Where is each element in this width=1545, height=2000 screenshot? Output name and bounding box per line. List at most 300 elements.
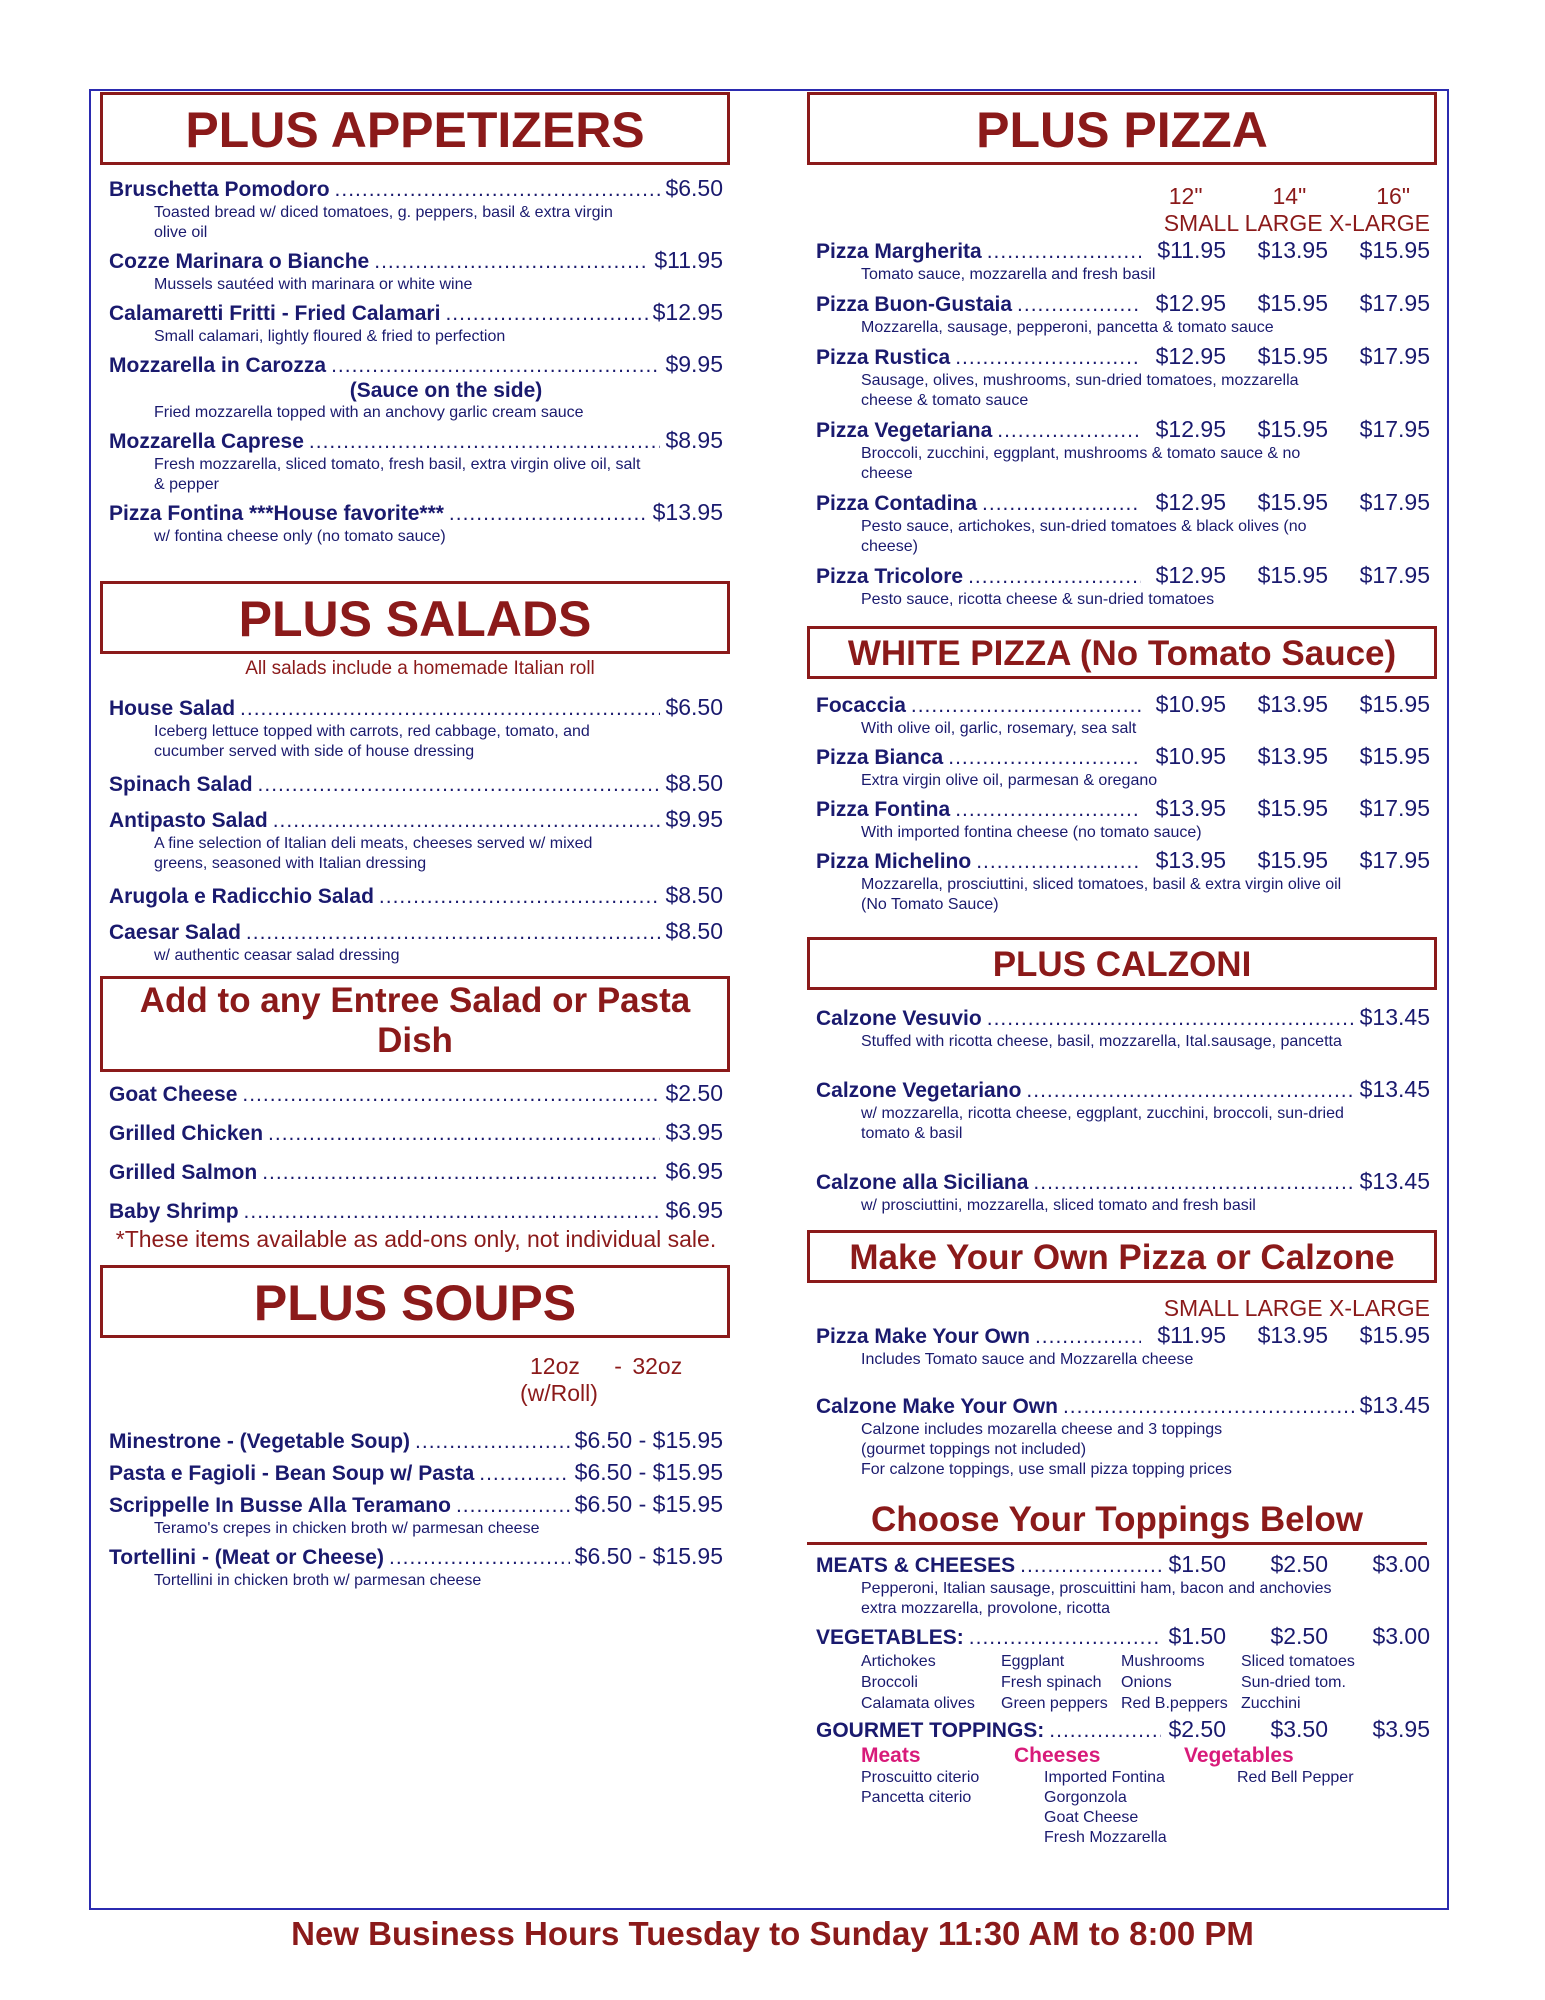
- leader-dots: [1035, 1324, 1141, 1350]
- price-size-1: $12.95: [1155, 489, 1226, 515]
- myo-size-labels: SMALL LARGE X-LARGE: [1163, 1295, 1430, 1321]
- menu-item-row: [816, 847, 1430, 875]
- menu-item-description: Toasted bread w/ diced tomatoes, g. peppers, basil & extra virgin olive oil: [154, 204, 613, 241]
- price-size-2: $15.95: [1257, 416, 1328, 442]
- gourmet-item: [861, 1828, 1044, 1848]
- menu-item-price: $13.45: [1359, 1168, 1430, 1194]
- menu-item-description: Broccoli, zucchini, eggplant, mushrooms & tomato sauce & no cheese: [861, 445, 1301, 482]
- menu-item-name: Pizza Vegetariana: [816, 419, 993, 442]
- price-size-2: $15.95: [1257, 343, 1328, 369]
- leader-dots: [968, 564, 1141, 590]
- addons-list: [100, 1080, 740, 1225]
- right-column: [807, 92, 1447, 1848]
- menu-item: [816, 1004, 1430, 1052]
- menu-item-prices: [1146, 847, 1430, 873]
- price-size-3: $3.95: [1372, 1716, 1430, 1742]
- menu-item-description: Sausage, olives, mushrooms, sun-dried tomatoes, mozzarella cheese & tomato sauce: [861, 372, 1299, 409]
- gourmet-item: Goat Cheese: [1044, 1809, 1139, 1826]
- menu-item-name: Pizza Michelino: [816, 850, 972, 873]
- leader-dots: [1017, 292, 1141, 318]
- menu-item: [109, 918, 723, 966]
- menu-item-description: w/ fontina cheese only (no tomato sauce): [154, 528, 446, 545]
- menu-item-description: Iceberg lettuce topped with carrots, red cabbage, tomato, and cucumber served with side of house dressing: [154, 723, 590, 760]
- price-size-3: $17.95: [1359, 847, 1430, 873]
- price-size-1: $13.95: [1155, 795, 1226, 821]
- menu-item-name: Pizza Rustica: [816, 346, 951, 369]
- menu-item: [816, 743, 1430, 791]
- leader-dots: [335, 177, 661, 203]
- price-size-2: $2.50: [1270, 1623, 1328, 1649]
- myo-calzone: [816, 1392, 1430, 1480]
- vegetable-item: Broccoli: [861, 1674, 918, 1691]
- menu-item: [109, 882, 723, 910]
- price-size-2: $13.95: [1257, 1322, 1328, 1348]
- gourmet-item: [861, 1808, 1044, 1828]
- menu-item-row: [816, 343, 1430, 371]
- menu-item-name: Antipasto Salad: [109, 809, 268, 832]
- menu-item-name: Pizza Bianca: [816, 746, 944, 769]
- leader-dots: [242, 1082, 660, 1108]
- menu-item: [109, 299, 723, 347]
- menu-item-description: w/ prosciuttini, mozzarella, sliced tomato and fresh basil: [861, 1197, 1256, 1214]
- menu-item-description: Small calamari, lightly floured & fried to perfection: [154, 328, 506, 345]
- addons-note: *These items available as add-ons only, not individual sale.: [115, 1226, 717, 1252]
- menu-item-row: [816, 416, 1430, 444]
- menu-item: [109, 694, 723, 762]
- menu-item-row: [109, 299, 723, 327]
- leader-dots: [449, 501, 648, 527]
- addons-header: Add to any Entree Salad or Pasta Dish: [100, 976, 730, 1072]
- price-size-3: $17.95: [1359, 795, 1430, 821]
- leader-dots: [987, 1006, 1355, 1032]
- menu-item-description: Includes Tomato sauce and Mozzarella cheese: [861, 1351, 1194, 1368]
- gourmet-category: Meats: [861, 1744, 921, 1767]
- topping-group: [816, 1716, 1430, 1848]
- topping-name: MEATS & CHEESES: [816, 1554, 1016, 1577]
- menu-item-row: [109, 770, 723, 798]
- menu-item-row: [816, 1004, 1430, 1032]
- menu-item-name: Focaccia: [816, 694, 906, 717]
- menu-item-name: Calzone Make Your Own: [816, 1395, 1058, 1418]
- menu-item: [109, 351, 723, 423]
- menu-item: [816, 1076, 1430, 1144]
- leader-dots: [246, 920, 661, 946]
- menu-item-name: Cozze Marinara o Bianche: [109, 250, 370, 273]
- gourmet-item: Proscuitto citerio: [861, 1769, 980, 1786]
- menu-item: [816, 343, 1430, 411]
- menu-item-description: Pesto sauce, artichokes, sun-dried tomatoes & black olives (no cheese): [861, 518, 1307, 555]
- menu-item: [109, 427, 723, 495]
- leader-dots: [1049, 1718, 1161, 1744]
- leader-dots: [456, 1493, 570, 1519]
- menu-item-row: [109, 694, 723, 722]
- appetizers-header: PLUS APPETIZERS: [100, 92, 730, 165]
- menu-item-prices: [1146, 743, 1430, 769]
- soup-size-small: 12oz: [530, 1353, 580, 1379]
- menu-item-description: Tortellini in chicken broth w/ parmesan cheese: [154, 1572, 482, 1589]
- menu-item: [109, 1158, 723, 1186]
- topping-name: VEGETABLES:: [816, 1626, 964, 1649]
- menu-item-price: $3.95: [665, 1119, 723, 1145]
- menu-item-prices: [1146, 691, 1430, 717]
- leader-dots: [976, 849, 1141, 875]
- leader-dots: [240, 696, 660, 722]
- menu-item-name: Mozzarella in Carozza: [109, 354, 327, 377]
- menu-item: [109, 770, 723, 798]
- menu-item-name: Pizza Buon-Gustaia: [816, 293, 1013, 316]
- menu-item: [816, 691, 1430, 739]
- gourmet-item: [1237, 1828, 1387, 1848]
- leader-dots: [479, 1461, 569, 1487]
- topping-prices: [1166, 1716, 1430, 1742]
- size-16: 16": [1376, 183, 1410, 209]
- menu-item-name: Arugola e Radicchio Salad: [109, 885, 374, 908]
- menu-item-prices: [1146, 290, 1430, 316]
- business-hours: New Business Hours Tuesday to Sunday 11:30 AM to 8:00 PM: [291, 1915, 1254, 1952]
- menu-item-row: [816, 691, 1430, 719]
- menu-item-name: Pasta e Fagioli - Bean Soup w/ Pasta: [109, 1462, 475, 1485]
- white-pizza-list: [807, 691, 1447, 915]
- menu-item: [109, 1543, 723, 1591]
- price-size-3: $17.95: [1359, 562, 1430, 588]
- menu-item-row: [109, 918, 723, 946]
- menu-item-prices: [1146, 795, 1430, 821]
- menu-item: [816, 1168, 1430, 1216]
- soup-size-note: (w/Roll): [520, 1380, 598, 1406]
- gourmet-item: [1237, 1788, 1387, 1808]
- menu-item-name: Pizza Margherita: [816, 240, 982, 263]
- menu-item-description: Mozzarella, prosciuttini, sliced tomatoes, basil & extra virgin olive oil (No Tomato Sauce): [861, 876, 1342, 913]
- leader-dots: [262, 1160, 660, 1186]
- menu-item-description: Stuffed with ricotta cheese, basil, mozzarella, Ital.sausage, pancetta: [861, 1033, 1342, 1050]
- menu-item-row: [109, 806, 723, 834]
- menu-item-price: $6.50 - $15.95: [574, 1543, 723, 1569]
- leader-dots: [1033, 1170, 1354, 1196]
- menu-item: [109, 1119, 723, 1147]
- price-size-2: $15.95: [1257, 847, 1328, 873]
- vegetable-item: Calamata olives: [861, 1695, 975, 1712]
- calzoni-list: [807, 1004, 1447, 1216]
- menu-item-name: Bruschetta Pomodoro: [109, 178, 330, 201]
- leader-dots: [389, 1545, 570, 1571]
- price-size-3: $17.95: [1359, 489, 1430, 515]
- menu-item-row: [816, 489, 1430, 517]
- menu-item-row: [109, 175, 723, 203]
- price-size-2: $13.95: [1257, 691, 1328, 717]
- menu-item-price: $11.95: [654, 247, 723, 273]
- price-size-2: $3.50: [1270, 1716, 1328, 1742]
- leader-dots: [982, 491, 1141, 517]
- menu-item-prices: [1146, 343, 1430, 369]
- gourmet-list: [861, 1768, 1430, 1848]
- menu-item: [816, 847, 1430, 915]
- menu-item-name: Pizza Make Your Own: [816, 1325, 1030, 1348]
- menu-item-description: w/ authentic ceasar salad dressing: [154, 947, 400, 964]
- price-size-1: $10.95: [1155, 743, 1226, 769]
- menu-item-name: Tortellini - (Meat or Cheese): [109, 1546, 384, 1569]
- menu-item-name: Scrippelle In Busse Alla Teramano: [109, 1494, 451, 1517]
- topping-description: Pepperoni, Italian sausage, proscuittini ham, bacon and anchovies extra mozzarella, provolone, ricotta: [861, 1580, 1332, 1617]
- menu-item-row: [109, 247, 723, 275]
- menu-item-price: $8.95: [665, 427, 723, 453]
- toppings-list: [807, 1551, 1447, 1848]
- pizza-size-inches: [816, 183, 1430, 210]
- leader-dots: [997, 418, 1141, 444]
- toppings-header: Choose Your Toppings Below: [807, 1500, 1427, 1545]
- price-size-2: $15.95: [1257, 562, 1328, 588]
- menu-item-row: [109, 1427, 723, 1455]
- vegetable-item: Onions: [1121, 1674, 1172, 1691]
- menu-item-name: House Salad: [109, 697, 236, 720]
- price-size-1: $13.95: [1155, 847, 1226, 873]
- topping-group: [816, 1623, 1430, 1714]
- menu-item-description: (gourmet toppings not included): [861, 1441, 1087, 1458]
- gourmet-item: Gorgonzola: [1044, 1789, 1127, 1806]
- menu-item-row: [816, 1392, 1430, 1420]
- price-size-1: $11.95: [1157, 237, 1226, 263]
- price-size-3: $15.95: [1359, 743, 1430, 769]
- price-size-3: $15.95: [1359, 237, 1430, 263]
- menu-item-prices: [1146, 562, 1430, 588]
- menu-item-price: $6.50 - $15.95: [574, 1491, 723, 1517]
- vegetable-item: Zucchini: [1241, 1695, 1301, 1712]
- menu-item-prices: [1146, 237, 1430, 263]
- vegetable-item: Green peppers: [1001, 1695, 1108, 1712]
- leader-dots: [374, 249, 649, 275]
- menu-item: [816, 290, 1430, 338]
- menu-item: [109, 1427, 723, 1455]
- menu-item-description: Mozzarella, sausage, pepperoni, pancetta & tomato sauce: [861, 319, 1274, 336]
- price-size-2: $2.50: [1270, 1551, 1328, 1577]
- menu-item-description: Tomato sauce, mozzarella and fresh basil: [861, 266, 1156, 283]
- menu-item-description: With imported fontina cheese (no tomato sauce): [861, 824, 1202, 841]
- soup-sizes: [530, 1353, 740, 1380]
- gourmet-categories: [861, 1744, 1430, 1768]
- menu-item-price: $13.45: [1359, 1004, 1430, 1030]
- size-12: 12": [1168, 183, 1203, 209]
- leader-dots: [955, 797, 1141, 823]
- menu-item-price: $8.50: [665, 770, 723, 796]
- menu-item: [109, 1197, 723, 1225]
- menu-item-name: Calzone alla Siciliana: [816, 1171, 1029, 1194]
- menu-item-price: $9.95: [665, 806, 723, 832]
- gourmet-category: Vegetables: [1184, 1744, 1294, 1767]
- price-size-3: $15.95: [1359, 1322, 1430, 1348]
- menu-item-description: Calzone includes mozarella cheese and 3 toppings: [861, 1421, 1223, 1438]
- menu-item: [816, 489, 1430, 557]
- gourmet-item: Imported Fontina: [1044, 1769, 1165, 1786]
- menu-item-row: [109, 1080, 723, 1108]
- menu-item-name: Pizza Contadina: [816, 492, 978, 515]
- price-size-1: $10.95: [1155, 691, 1226, 717]
- menu-item: [109, 1080, 723, 1108]
- price-size-3: $3.00: [1372, 1551, 1430, 1577]
- menu-item-description: Teramo's crepes in chicken broth w/ parmesan cheese: [154, 1520, 540, 1537]
- left-column: [100, 92, 740, 1591]
- gourmet-item: Pancetta citerio: [861, 1789, 972, 1806]
- menu-item-row: [109, 1158, 723, 1186]
- menu-item-row: [109, 1459, 723, 1487]
- pizza-header: PLUS PIZZA: [807, 92, 1437, 165]
- menu-item-name: Baby Shrimp: [109, 1200, 239, 1223]
- menu-item-row: [816, 795, 1430, 823]
- price-size-1: $12.95: [1155, 290, 1226, 316]
- topping-name: GOURMET TOPPINGS:: [816, 1719, 1045, 1742]
- menu-item-description: Pesto sauce, ricotta cheese & sun-dried tomatoes: [861, 591, 1215, 608]
- menu-item-name: Mozzarella Caprese: [109, 430, 304, 453]
- vegetable-item: Fresh spinach: [1001, 1674, 1102, 1691]
- pizza-size-labels: SMALL LARGE X-LARGE: [1163, 210, 1430, 236]
- price-size-1: $12.95: [1155, 562, 1226, 588]
- menu-item-row: [109, 882, 723, 910]
- salads-header: PLUS SALADS: [100, 581, 730, 654]
- leader-dots: [309, 429, 661, 455]
- menu-item-name: Calzone Vegetariano: [816, 1079, 1022, 1102]
- leader-dots: [445, 301, 647, 327]
- menu-item-name: Goat Cheese: [109, 1083, 238, 1106]
- menu-item-description: For calzone toppings, use small pizza topping prices: [861, 1461, 1232, 1478]
- menu-item-name: Pizza Fontina ***House favorite***: [109, 502, 444, 525]
- price-size-2: $15.95: [1257, 795, 1328, 821]
- pizza-list: [807, 237, 1447, 610]
- price-size-2: $15.95: [1257, 489, 1328, 515]
- soup-size-large: 32oz: [632, 1353, 683, 1379]
- leader-dots: [244, 1199, 661, 1225]
- vegetable-item: Sliced tomatoes: [1241, 1653, 1355, 1670]
- price-size-3: $3.00: [1372, 1623, 1430, 1649]
- price-size-3: $17.95: [1359, 343, 1430, 369]
- menu-item-price: $6.50: [665, 694, 723, 720]
- menu-item-prices: [1146, 1322, 1430, 1348]
- menu-item-prices: [1146, 416, 1430, 442]
- leader-dots: [1020, 1553, 1161, 1579]
- menu-item-row: [816, 743, 1430, 771]
- salads-note: All salads include a homemade Italian roll: [245, 658, 595, 679]
- menu-item-name: Calamaretti Fritti - Fried Calamari: [109, 302, 441, 325]
- menu-item-row: [816, 1168, 1430, 1196]
- menu-item-row: [109, 351, 723, 379]
- topping-prices: [1166, 1551, 1430, 1577]
- gourmet-item: [1237, 1808, 1387, 1828]
- leader-dots: [331, 353, 660, 379]
- price-size-3: $17.95: [1359, 290, 1430, 316]
- appetizers-list: [100, 175, 740, 547]
- topping-prices: [1166, 1623, 1430, 1649]
- menu-item: [109, 247, 723, 295]
- menu-item-name: Grilled Salmon: [109, 1161, 258, 1184]
- price-size-2: $15.95: [1257, 290, 1328, 316]
- menu-item-name: Minestrone - (Vegetable Soup): [109, 1430, 411, 1453]
- menu-item-price: $6.50: [665, 175, 723, 201]
- menu-item: [816, 795, 1430, 843]
- leader-dots: [379, 884, 661, 910]
- menu-item: [109, 1459, 723, 1487]
- leader-dots: [415, 1429, 570, 1455]
- menu-item-row: [109, 427, 723, 455]
- leader-dots: [987, 239, 1141, 265]
- menu-item-price: $6.95: [665, 1197, 723, 1223]
- vegetable-item: Eggplant: [1001, 1653, 1065, 1670]
- leader-dots: [955, 345, 1141, 371]
- menu-item-name: Caesar Salad: [109, 921, 241, 944]
- vegetable-list: [861, 1651, 1430, 1714]
- menu-item-description: Fresh mozzarella, sliced tomato, fresh basil, extra virgin olive oil, salt & pepper: [154, 456, 641, 493]
- soup-size-separator: -: [614, 1353, 622, 1379]
- menu-item-row: [816, 237, 1430, 265]
- vegetable-item: Red B.peppers: [1121, 1695, 1228, 1712]
- price-size-3: $17.95: [1359, 416, 1430, 442]
- leader-dots: [1063, 1394, 1355, 1420]
- menu-item: [816, 237, 1430, 285]
- menu-item-price: $12.95: [652, 299, 723, 325]
- price-size-2: $13.95: [1257, 237, 1328, 263]
- menu-item-name: Spinach Salad: [109, 773, 253, 796]
- salads-list: [100, 694, 740, 966]
- topping-row: [816, 1551, 1430, 1579]
- menu-item-price: $8.50: [665, 882, 723, 908]
- menu-item-description: w/ mozzarella, ricotta cheese, eggplant, zucchini, broccoli, sun-dried tomato & basil: [861, 1105, 1344, 1142]
- white-pizza-header: WHITE PIZZA (No Tomato Sauce): [807, 626, 1437, 679]
- menu-item-price: $2.50: [665, 1080, 723, 1106]
- menu-item: [109, 1491, 723, 1539]
- menu-item: [816, 416, 1430, 484]
- price-size-2: $13.95: [1257, 743, 1328, 769]
- price-size-1: $11.95: [1157, 1322, 1226, 1348]
- soups-list: [100, 1427, 740, 1591]
- menu-item-row: [816, 1076, 1430, 1104]
- menu-item-row: [816, 562, 1430, 590]
- topping-row: [816, 1623, 1430, 1651]
- menu-item-prices: [1146, 489, 1430, 515]
- gourmet-item: Red Bell Pepper: [1237, 1769, 1354, 1786]
- vegetable-item: Mushrooms: [1121, 1653, 1205, 1670]
- menu-item-description: Extra virgin olive oil, parmesan & oregano: [861, 772, 1158, 789]
- menu-item-description: Mussels sautéed with marinara or white wine: [154, 276, 473, 293]
- menu-item-description: Fried mozzarella topped with an anchovy garlic cream sauce: [154, 404, 584, 421]
- menu-item-subnote: (Sauce on the side): [349, 379, 543, 402]
- menu-item: [109, 806, 723, 874]
- price-size-1: $12.95: [1155, 416, 1226, 442]
- gourmet-item: Fresh Mozzarella: [1044, 1829, 1167, 1846]
- calzoni-header: PLUS CALZONI: [807, 937, 1437, 990]
- menu-item-price: $8.50: [665, 918, 723, 944]
- topping-group: [816, 1551, 1430, 1619]
- leader-dots: [969, 1625, 1161, 1651]
- menu-item-row: [109, 499, 723, 527]
- leader-dots: [948, 745, 1141, 771]
- menu-item-row: [109, 1119, 723, 1147]
- vegetable-item: Artichokes: [861, 1653, 936, 1670]
- menu-item-row: [816, 1322, 1430, 1350]
- soups-header: PLUS SOUPS: [100, 1265, 730, 1338]
- menu-item-row: [816, 290, 1430, 318]
- menu-item-description: With olive oil, garlic, rosemary, sea salt: [861, 720, 1137, 737]
- menu-item-name: Calzone Vesuvio: [816, 1007, 982, 1030]
- price-size-1: $1.50: [1168, 1551, 1226, 1577]
- leader-dots: [1026, 1078, 1354, 1104]
- price-size-1: $12.95: [1155, 343, 1226, 369]
- menu-item: [816, 562, 1430, 610]
- size-14: 14": [1272, 183, 1307, 209]
- menu-item-description: A fine selection of Italian deli meats, cheeses served w/ mixed greens, seasoned with Italian dressing: [154, 835, 593, 872]
- menu-item-row: [109, 1491, 723, 1519]
- menu-item-row: [109, 1197, 723, 1225]
- menu-item-name: Grilled Chicken: [109, 1122, 264, 1145]
- menu-item-price: $6.50 - $15.95: [574, 1459, 723, 1485]
- menu-item-price: $13.45: [1359, 1392, 1430, 1418]
- myo-pizza: [816, 1322, 1430, 1370]
- menu-item-price: $13.45: [1359, 1076, 1430, 1102]
